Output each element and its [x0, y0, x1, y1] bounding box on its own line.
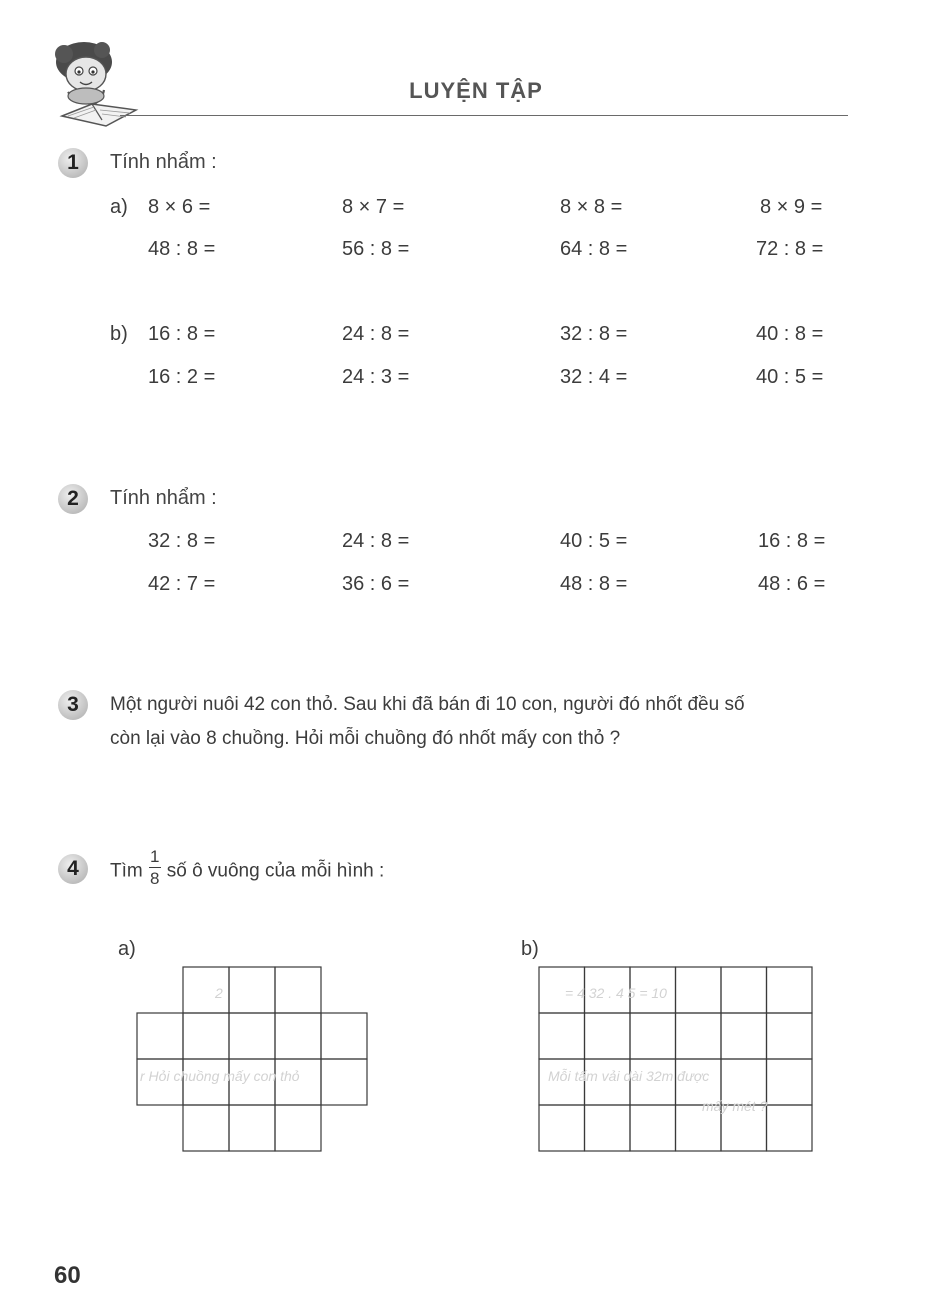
- exercise-1-badge: 1: [58, 148, 88, 178]
- exercise-1b-cell: 40 : 5 =: [756, 366, 824, 388]
- exercise-1a-cell: 8 × 7 =: [342, 196, 405, 218]
- grid-square: [585, 1105, 631, 1151]
- exercise-1b-cell: 32 : 8 =: [560, 323, 628, 345]
- fraction-one-eighth: [149, 848, 161, 887]
- figure-a-grid: [130, 962, 375, 1158]
- figure-a-label: a): [118, 938, 136, 960]
- grid-square: [767, 1013, 813, 1059]
- exercise-1a-cell: 64 : 8 =: [560, 238, 628, 260]
- grid-square: [229, 967, 275, 1013]
- exercise-2-cell: 36 : 6 =: [342, 573, 410, 595]
- show-through-text: Mỗi tấm vải dài 32m được: [548, 1068, 710, 1084]
- exercise-1a-cell: 8 × 9 =: [760, 196, 823, 218]
- exercise-2-cell: 48 : 6 =: [758, 573, 826, 595]
- exercise-2-cell: 48 : 8 =: [560, 573, 628, 595]
- exercise-2-badge: 2: [58, 484, 88, 514]
- show-through-text: mấy mét ?: [702, 1098, 768, 1114]
- exercise-4-text-before: Tìm: [110, 860, 143, 882]
- grid-square: [275, 1105, 321, 1151]
- exercise-2-cell: 16 : 8 =: [758, 530, 826, 552]
- exercise-4-badge: 4: [58, 854, 88, 884]
- grid-square: [676, 967, 722, 1013]
- page-number: 60: [54, 1262, 81, 1289]
- exercise-1a-cell: 72 : 8 =: [756, 238, 824, 260]
- grid-square: [321, 1059, 367, 1105]
- exercise-1a-cell: 8 × 8 =: [560, 196, 623, 218]
- exercise-2-cell: 32 : 8 =: [148, 530, 216, 552]
- show-through-text: r Hỏi chuồng mấy con thỏ: [140, 1068, 300, 1084]
- exercise-4-text-after: số ô vuông của mỗi hình :: [166, 860, 385, 882]
- exercise-2-cell: 42 : 7 =: [148, 573, 216, 595]
- exercise-3-text: [110, 688, 870, 756]
- grid-square: [585, 1013, 631, 1059]
- exercise-1a-cell: 56 : 8 =: [342, 238, 410, 260]
- exercise-1b-cell: 32 : 4 =: [560, 366, 628, 388]
- exercise-2-cell: 40 : 5 =: [560, 530, 628, 552]
- fraction-denominator: 8: [149, 869, 160, 888]
- exercise-4-text: [110, 847, 385, 891]
- grid-square: [183, 1105, 229, 1151]
- exercise-1-heading: Tính nhẩm :: [110, 151, 217, 173]
- grid-square: [539, 1105, 585, 1151]
- grid-square: [321, 1013, 367, 1059]
- grid-square: [183, 1013, 229, 1059]
- exercise-1b-label: b): [110, 323, 128, 345]
- exercise-1a-label: a): [110, 196, 128, 218]
- grid-square: [721, 1013, 767, 1059]
- title-rule: [120, 115, 848, 116]
- exercise-3-badge: 3: [58, 690, 88, 720]
- exercise-2-cell: 24 : 8 =: [342, 530, 410, 552]
- exercise-3-line-2: còn lại vào 8 chuồng. Hỏi mỗi chuồng đó nhốt mấy con thỏ ?: [110, 728, 621, 749]
- show-through-text: 2: [215, 985, 223, 1001]
- grid-square: [767, 1059, 813, 1105]
- grid-square: [630, 1013, 676, 1059]
- exercise-2-heading: Tính nhẩm :: [110, 487, 217, 509]
- grid-square: [630, 1105, 676, 1151]
- exercise-1b-cell: 16 : 8 =: [148, 323, 216, 345]
- grid-square: [137, 1013, 183, 1059]
- exercise-1b-cell: 40 : 8 =: [756, 323, 824, 345]
- grid-square: [767, 1105, 813, 1151]
- grid-square: [539, 1013, 585, 1059]
- exercise-3-line-1: Một người nuôi 42 con thỏ. Sau khi đã bán đi 10 con, người đó nhốt đều số: [110, 694, 745, 715]
- show-through-text: = 4 32 . 4 5 = 10: [565, 985, 667, 1001]
- grid-square: [229, 1013, 275, 1059]
- grid-square: [721, 967, 767, 1013]
- figure-b-label: b): [521, 938, 539, 960]
- exercise-1b-cell: 24 : 3 =: [342, 366, 410, 388]
- grid-square: [275, 967, 321, 1013]
- fraction-numerator: 1: [149, 847, 160, 866]
- exercise-1b-cell: 24 : 8 =: [342, 323, 410, 345]
- exercise-1a-cell: 48 : 8 =: [148, 238, 216, 260]
- grid-square: [767, 967, 813, 1013]
- grid-square: [676, 1013, 722, 1059]
- grid-square: [229, 1105, 275, 1151]
- exercise-1a-cell: 8 × 6 =: [148, 196, 211, 218]
- grid-square: [275, 1013, 321, 1059]
- page-title: LUYỆN TẬP: [409, 78, 543, 103]
- exercise-1b-cell: 16 : 2 =: [148, 366, 216, 388]
